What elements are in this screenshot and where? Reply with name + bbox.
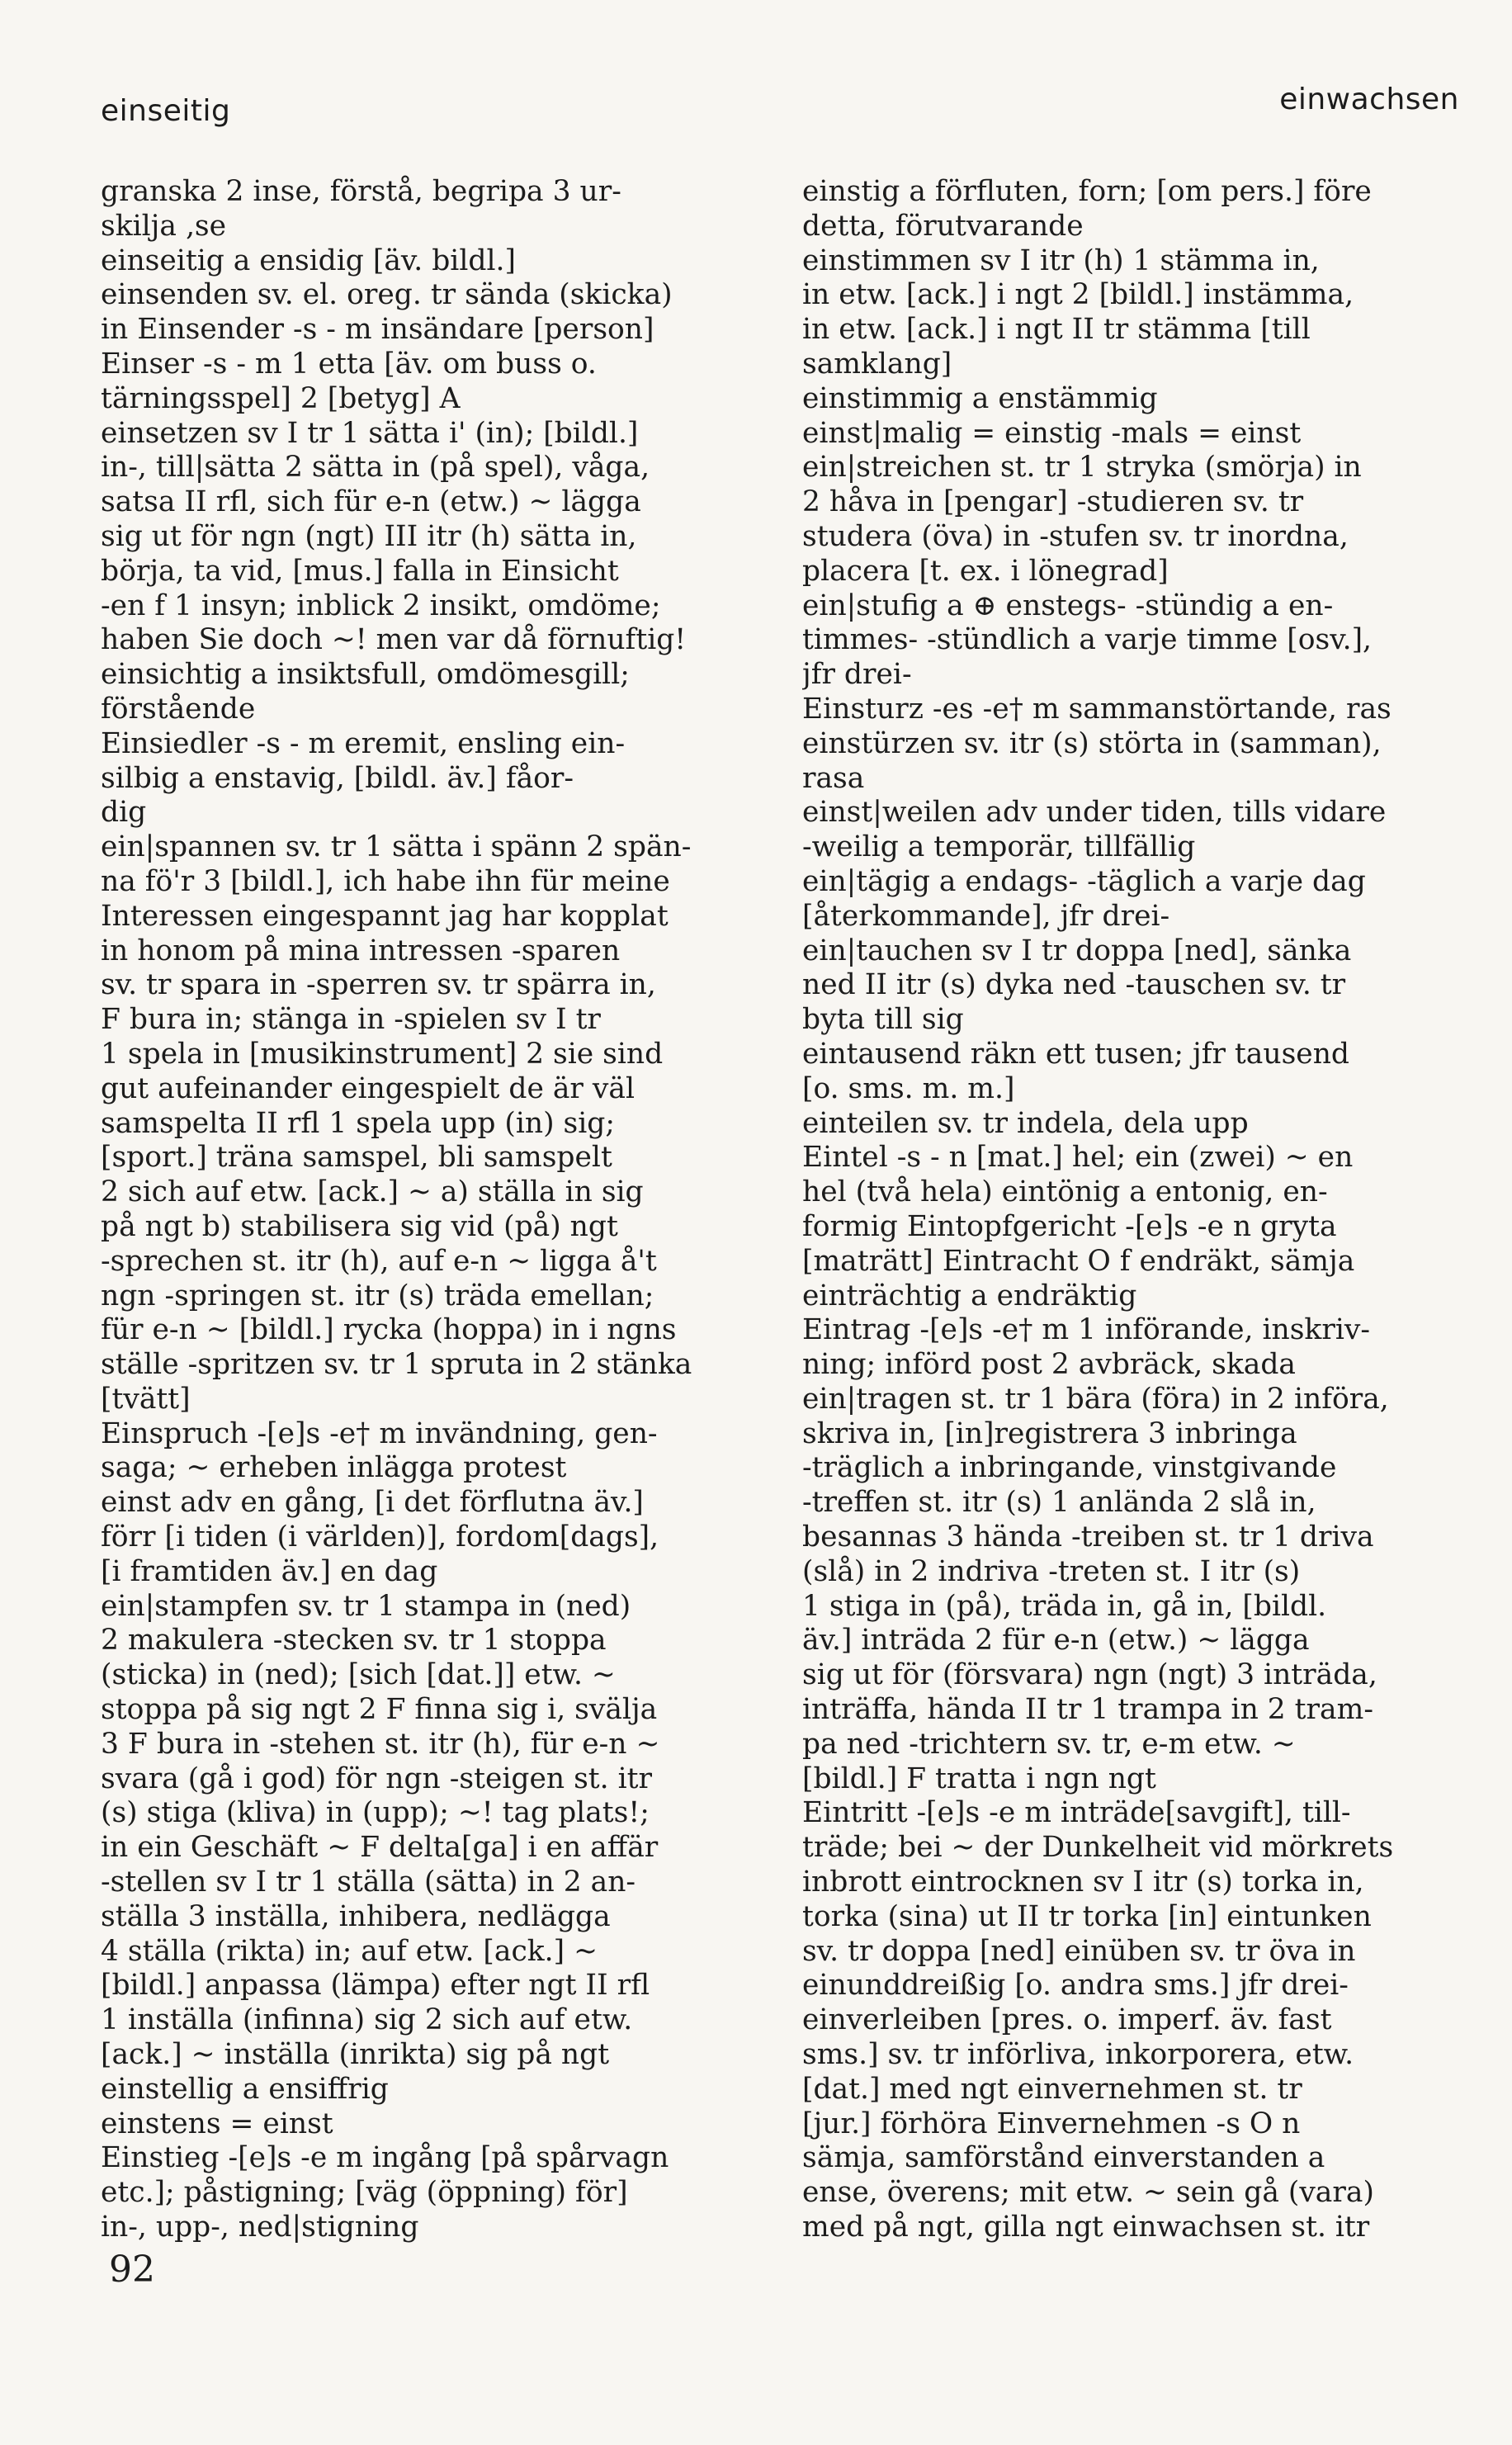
dictionary-line: börja, ta vid, [mus.] falla in Einsicht (101, 554, 619, 588)
running-head-right: einwachsen (1279, 83, 1459, 116)
dictionary-line: in-, upp-, ned|stigning (101, 2211, 419, 2244)
dictionary-line: jfr drei- (802, 658, 912, 692)
dictionary-line: einsetzen sv I tr 1 sätta i' (in); [bildl.] (101, 416, 639, 450)
dictionary-line: samspelta II rfl 1 spela upp (in) sig; (101, 1106, 615, 1140)
dictionary-line: Einsturz -es -e† m sammanstörtande, ras (802, 692, 1392, 726)
page-number: 92 (109, 2249, 155, 2291)
dictionary-line: 2 makulera -stecken sv. tr 1 stoppa (101, 1624, 607, 1658)
dictionary-line: Einstieg -[e]s -e m ingång [på spårvagn (101, 2141, 669, 2175)
dictionary-line: skriva in, [in]registrera 3 inbringa (802, 1416, 1297, 1450)
dictionary-line: Eintrag -[e]s -e† m 1 införande, inskriv- (802, 1313, 1371, 1347)
dictionary-line: ställa 3 inställa, inhibera, nedlägga (101, 1899, 611, 1933)
dictionary-line: [bildl.] F tratta i ngn ngt (802, 1762, 1156, 1795)
dictionary-line: besannas 3 hända -treiben st. tr 1 driva (802, 1520, 1374, 1554)
dictionary-line: ning; införd post 2 avbräck, skada (802, 1348, 1296, 1382)
dictionary-line: in ein Geschäft ~ F delta[ga] i en affär (101, 1831, 659, 1865)
dictionary-line: in honom på mina intressen -sparen (101, 934, 621, 967)
dictionary-line: förr [i tiden (i världen)], fordom[dags], (101, 1520, 659, 1554)
dictionary-line: [jur.] förhöra Einvernehmen -s O n (802, 2107, 1301, 2140)
dictionary-line: ein|spannen sv. tr 1 sätta i spänn 2 spän- (101, 830, 692, 864)
dictionary-line: formig Eintopfgericht -[e]s -e n gryta (802, 1209, 1337, 1243)
dictionary-line: på ngt b) stabilisera sig vid (på) ngt (101, 1209, 618, 1243)
dictionary-line: Eintel -s - n [mat.] hel; ein (zwei) ~ en (802, 1141, 1354, 1175)
dictionary-line: 1 stiga in (på), träda in, gå in, [bildl. (802, 1589, 1327, 1623)
dictionary-line: (slå) in 2 indriva -treten st. I itr (s) (802, 1554, 1301, 1588)
dictionary-line: einst|malig = einstig -mals = einst (802, 416, 1302, 450)
dictionary-line: samklang] (802, 347, 952, 381)
dictionary-line: med på ngt, gilla ngt einwachsen st. itr (802, 2211, 1370, 2244)
dictionary-line: detta, förutvarande (802, 209, 1084, 243)
dictionary-line: eintausend räkn ett tusen; jfr tausend (802, 1037, 1349, 1071)
dictionary-line: ned II itr (s) dyka ned -tauschen sv. tr (802, 968, 1346, 1002)
dictionary-line: dig (101, 796, 147, 830)
dictionary-line: F bura in; stänga in -spielen sv I tr (101, 1003, 601, 1037)
dictionary-line: einunddreißig [o. andra sms.] jfr drei- (802, 1969, 1349, 2003)
right-column (802, 175, 1462, 2245)
dictionary-line: ein|tägig a endags- -täglich a varje dag (802, 864, 1366, 898)
dictionary-line: einsichtig a insiktsfull, omdömesgill; (101, 658, 630, 692)
dictionary-line: inbrott eintrocknen sv I itr (s) torka in, (802, 1866, 1364, 1899)
dictionary-line: placera [t. ex. i lönegrad] (802, 554, 1169, 588)
dictionary-line: studera (öva) in -stufen sv. tr inordna, (802, 519, 1349, 553)
dictionary-line: einst|weilen adv under tiden, tills vidare (802, 796, 1387, 830)
dictionary-line: (s) stiga (kliva) in (upp); ~! tag plats!; (101, 1796, 650, 1830)
dictionary-line: granska 2 inse, förstå, begripa 3 ur- (101, 175, 621, 208)
dictionary-line: Einsiedler -s - m eremit, ensling ein- (101, 726, 626, 760)
dictionary-line: sv. tr doppa [ned] einüben sv. tr öva in (802, 1934, 1356, 1968)
dictionary-line: saga; ~ erheben inlägga protest (101, 1451, 567, 1485)
dictionary-line: silbig a enstavig, [bildl. äv.] fåor- (101, 761, 574, 795)
dictionary-line: [o. sms. m. m.] (802, 1071, 1015, 1105)
dictionary-line: byta till sig (802, 1003, 964, 1037)
dictionary-line: Eintritt -[e]s -e m inträde[savgift], till- (802, 1796, 1351, 1830)
dictionary-line: in Einsender -s - m insändare [person] (101, 313, 654, 347)
dictionary-line: svara (gå i god) för ngn -steigen st. itr (101, 1762, 652, 1795)
dictionary-line: ein|streichen st. tr 1 stryka (smörja) in (802, 451, 1362, 485)
dictionary-line: [maträtt] Eintracht O f endräkt, sämja (802, 1244, 1355, 1278)
dictionary-line: -weilig a temporär, tillfällig (802, 830, 1196, 864)
dictionary-line: ngn -springen st. itr (s) träda emellan; (101, 1279, 654, 1312)
dictionary-line: [sport.] träna samspel, bli samspelt (101, 1141, 612, 1175)
running-head-left: einseitig (101, 94, 231, 128)
dictionary-line: Einspruch -[e]s -e† m invändning, gen- (101, 1416, 658, 1450)
dictionary-line: in etw. [ack.] i ngt 2 [bildl.] instämma, (802, 278, 1354, 312)
dictionary-line: ense, överens; mit etw. ~ sein gå (vara) (802, 2176, 1374, 2210)
dictionary-line: ein|stufig a ⊕ enstegs- -stündig a en- (802, 589, 1334, 622)
dictionary-line: äv.] inträda 2 für e-n (etw.) ~ lägga (802, 1624, 1310, 1658)
dictionary-line: einstellig a ensiffrig (101, 2072, 389, 2106)
dictionary-line: 2 sich auf etw. [ack.] ~ a) ställa in sig (101, 1175, 644, 1209)
dictionary-line: 1 spela in [musikinstrument] 2 sie sind (101, 1037, 664, 1071)
dictionary-line: träde; bei ~ der Dunkelheit vid mörkrets (802, 1831, 1394, 1865)
dictionary-line: 1 inställa (infinna) sig 2 sich auf etw. (101, 2003, 633, 2037)
dictionary-line: einstens = einst (101, 2107, 333, 2140)
dictionary-line: einteilen sv. tr indela, dela upp (802, 1106, 1249, 1140)
page-header (0, 83, 1512, 132)
dictionary-line: (sticka) in (ned); [sich [dat.]] etw. ~ (101, 1658, 616, 1692)
dictionary-line: einseitig a ensidig [äv. bildl.] (101, 244, 516, 277)
dictionary-line: haben Sie doch ~! men var då förnuftig! (101, 623, 687, 657)
dictionary-line: einstimmen sv I itr (h) 1 stämma in, (802, 244, 1320, 277)
dictionary-line: -treffen st. itr (s) 1 anlända 2 slå in, (802, 1486, 1316, 1520)
dictionary-line: hel (två hela) eintönig a entonig, en- (802, 1175, 1328, 1209)
dictionary-line: sig ut för (försvara) ngn (ngt) 3 inträda, (802, 1658, 1377, 1692)
dictionary-line: satsa II rfl, sich für e-n (etw.) ~ lägga (101, 485, 641, 519)
dictionary-line: einstimmig a enstämmig (802, 381, 1158, 415)
dictionary-line: förstående (101, 692, 256, 726)
dictionary-line: rasa (802, 761, 865, 795)
dictionary-line: einverleiben [pres. o. imperf. äv. fast (802, 2003, 1332, 2037)
dictionary-line: -en f 1 insyn; inblick 2 insikt, omdöme; (101, 589, 661, 622)
dictionary-line: 4 ställa (rikta) in; auf etw. [ack.] ~ (101, 1934, 598, 1968)
dictionary-line: ein|tauchen sv I tr doppa [ned], sänka (802, 934, 1352, 967)
dictionary-line: -sprechen st. itr (h), auf e-n ~ ligga å't (101, 1244, 657, 1278)
dictionary-line: einstürzen sv. itr (s) störta in (samman), (802, 726, 1382, 760)
dictionary-line: [tvätt] (101, 1382, 191, 1416)
dictionary-line: [ack.] ~ inställa (inrikta) sig på ngt (101, 2038, 610, 2072)
left-column (101, 175, 753, 2245)
dictionary-line: 3 F bura in -stehen st. itr (h), für e-n ~ (101, 1727, 660, 1761)
dictionary-line: sms.] sv. tr införliva, inkorporera, etw. (802, 2038, 1354, 2072)
dictionary-line: [dat.] med ngt einvernehmen st. tr (802, 2072, 1302, 2106)
dictionary-line: [bildl.] anpassa (lämpa) efter ngt II rfl (101, 1969, 650, 2003)
dictionary-line: skilja ‚se (101, 209, 226, 243)
dictionary-line: in-, till|sätta 2 sätta in (på spel), våga, (101, 451, 650, 485)
dictionary-line: [återkommande], jfr drei- (802, 899, 1170, 933)
dictionary-line: in etw. [ack.] i ngt II tr stämma [till (802, 313, 1311, 347)
dictionary-line: na fö'r 3 [bildl.], ich habe ihn für meine (101, 864, 670, 898)
dictionary-line: Interessen eingespannt jag har kopplat (101, 899, 669, 933)
dictionary-line: einstig a förfluten, forn; [om pers.] före (802, 175, 1372, 208)
dictionary-line: sämja, samförstånd einverstanden a (802, 2141, 1325, 2175)
dictionary-line: für e-n ~ [bildl.] rycka (hoppa) in i ngns (101, 1313, 677, 1347)
dictionary-line: einsenden sv. el. oreg. tr sända (skicka) (101, 278, 673, 312)
dictionary-line: etc.]; påstigning; [väg (öppning) för] (101, 2176, 628, 2210)
dictionary-line: -träglich a inbringande, vinstgivande (802, 1451, 1337, 1485)
dictionary-line: stoppa på sig ngt 2 F finna sig i, svälja (101, 1693, 658, 1727)
dictionary-line: tärningsspel] 2 [betyg] A (101, 381, 461, 415)
dictionary-line: ställe -spritzen sv. tr 1 spruta in 2 stänka (101, 1348, 692, 1382)
dictionary-line: einträchtig a endräktig (802, 1279, 1137, 1312)
dictionary-line: pa ned -trichtern sv. tr, e-m etw. ~ (802, 1727, 1296, 1761)
dictionary-line: -stellen sv I tr 1 ställa (sätta) in 2 an- (101, 1866, 636, 1899)
dictionary-line: timmes- -stündlich a varje timme [osv.], (802, 623, 1372, 657)
dictionary-line: gut aufeinander eingespielt de är väl (101, 1071, 635, 1105)
dictionary-line: inträffa, hända II tr 1 trampa in 2 tram- (802, 1693, 1373, 1727)
dictionary-line: [i framtiden äv.] en dag (101, 1554, 438, 1588)
dictionary-line: ein|tragen st. tr 1 bära (föra) in 2 införa, (802, 1382, 1389, 1416)
dictionary-line: einst adv en gång, [i det förflutna äv.] (101, 1486, 644, 1520)
dictionary-line: sig ut för ngn (ngt) III itr (h) sätta in, (101, 519, 637, 553)
dictionary-line: ein|stampfen sv. tr 1 stampa in (ned) (101, 1589, 631, 1623)
dictionary-line: Einser -s - m 1 etta [äv. om buss o. (101, 347, 597, 381)
dictionary-line: sv. tr spara in -sperren sv. tr spärra in, (101, 968, 656, 1002)
dictionary-line: 2 håva in [pengar] -studieren sv. tr (802, 485, 1304, 519)
dictionary-line: torka (sina) ut II tr torka [in] eintunken (802, 1899, 1372, 1933)
